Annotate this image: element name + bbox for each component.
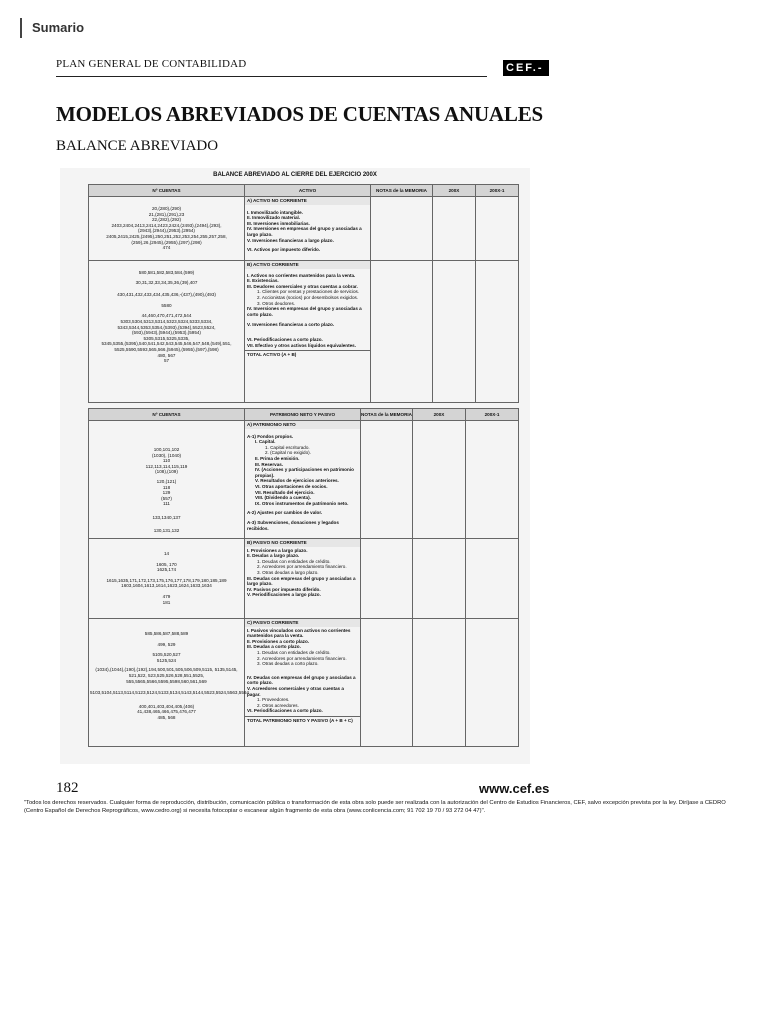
account-code: 14 (163, 551, 170, 556)
value-cell (413, 619, 466, 747)
account-code: 129 (162, 490, 171, 496)
line-item: A-3) Subvenciones, donaciones y legados recibidos. (247, 519, 339, 531)
account-code: 1603,1604,1613,1614,1623,1624,1633,1634 (121, 583, 212, 589)
account-code: 2405,2415,2425,(2495),250,251,252,253,254,255,257,258, (106, 233, 227, 239)
sumario-label: Sumario (32, 20, 85, 35)
website-link[interactable]: www.cef.es (479, 781, 550, 796)
account-code: 5105,520,527 (152, 652, 181, 658)
account-code: 5345,5355,(5395),540,541,542,543,545,546,547,548,(549),551, (101, 341, 232, 347)
sub-item: 2. (Capital no exigido). (265, 450, 311, 456)
col-header: NOTAS de la MEMORIA (361, 409, 413, 421)
account-code: 499, 529 (157, 641, 176, 647)
line-item: VII. Efectivo y otros activos líquidos equivalentes. (247, 342, 357, 348)
running-header (56, 56, 548, 78)
account-code: 5103,5104,5113,5114,5123,5124,5133,5134,5143,5144,5523,5524,5563,5564 (90, 690, 249, 696)
line-item: VI. Periodificaciones a corto plazo. (247, 336, 323, 342)
account-code: 480, 567 (157, 352, 176, 358)
account-codes (89, 421, 245, 539)
value-cell (433, 261, 476, 403)
page-subtitle: BALANCE ABREVIADO (56, 138, 219, 154)
value-cell (476, 261, 519, 403)
account-code: 1605, 170 (156, 561, 177, 567)
sub-item: 2. Acreedores por arrendamiento financiero. (257, 564, 347, 570)
section-heading: A) PATRIMONIO NETO (245, 421, 360, 429)
balance-sheet-image (60, 168, 530, 764)
line-item: I. Pasivos vinculados con activos no corrientes mantenidos para la venta. (247, 627, 351, 639)
balance-title: BALANCE ABREVIADO AL CIERRE DEL EJERCICIO 200X (213, 172, 377, 178)
sub-item: 3. Otras deudas a largo plazo. (257, 569, 319, 575)
total-patrimonio-pasivo: TOTAL PATRIMONIO NETO Y PASIVO (A + B + C) (245, 716, 360, 725)
page-title: MODELOS ABREVIADOS DE CUENTAS ANUALES (56, 102, 543, 126)
account-codes (89, 261, 245, 403)
pasivo-no-corriente-row (89, 539, 519, 619)
line-item: V. Inversiones financieras a corto plazo. (247, 322, 335, 328)
notes-cell (371, 261, 433, 403)
notes-cell (361, 539, 413, 619)
account-code: 57 (163, 358, 170, 364)
page-number: 182 (56, 780, 79, 796)
sub-item: 3. Otras deudas a corto plazo. (257, 661, 319, 667)
account-code: 181 (162, 599, 171, 605)
activo-corriente-items (245, 261, 371, 403)
account-code: 22,(282),(292) (151, 217, 182, 223)
line-item: V. Resultados de ejercicios anteriores. (255, 478, 339, 484)
sub-item: 2. Accionistas (socios) por desembolsos exigidos. (257, 294, 359, 300)
line-item: IV. Deudas con empresas del grupo y asociadas a corto plazo. (247, 674, 356, 686)
line-item: III. Deudas a corto plazo. (247, 644, 301, 650)
account-code: (557) (161, 495, 172, 501)
sub-item: 2. Acreedores por arrendamiento financiero. (257, 655, 347, 661)
account-code: (1030), (1040) (151, 452, 182, 458)
line-item: IV. Inversiones en empresas del grupo y asociadas a largo plazo. (247, 226, 362, 237)
account-code: 555,5565,5566,5595,5598,560,561,569 (126, 678, 207, 684)
account-code: 130,131,132 (153, 527, 180, 533)
value-cell (433, 197, 476, 261)
activo-table (88, 184, 519, 403)
line-item: VII. Resultado del ejercicio. (255, 489, 315, 495)
pasivo-corriente-items (245, 619, 361, 747)
col-header: NOTAS de la MEMORIA (371, 185, 433, 197)
line-item: V. Inversiones financieras a largo plazo. (247, 237, 334, 243)
account-code: 474 (162, 245, 171, 251)
account-code: 5303,5304,5313,5314,5323,5324,5333,5334, (120, 318, 213, 324)
value-cell (413, 421, 466, 539)
line-item: I. Capital. (255, 439, 276, 445)
activo-no-corriente-items (245, 197, 371, 261)
value-cell (466, 421, 519, 539)
col-header: 200X (413, 409, 466, 421)
col-header: Nº CUENTAS (89, 185, 245, 197)
line-item: III. Deudas con empresas del grupo y asociadas a largo plazo. (247, 575, 356, 587)
account-code: 112,113,114,115,119 (145, 463, 188, 469)
account-code: 485, 568 (157, 714, 176, 720)
account-code: 400,401,403,404,405,(406) (138, 703, 195, 709)
section-heading: B) ACTIVO CORRIENTE (245, 261, 370, 269)
line-item: IV. (Acciones y participaciones en patrimonio propias). (255, 467, 354, 478)
line-item: VI. Periodificaciones a corto plazo. (247, 708, 323, 714)
account-codes (89, 619, 249, 747)
activo-no-corriente-row (89, 197, 519, 261)
col-header: 200X (433, 185, 476, 197)
line-item: I. Provisiones a largo plazo. (247, 547, 308, 553)
account-code: 133,1340,137 (152, 514, 181, 520)
patrimonio-neto-row (89, 421, 519, 539)
line-item: VIII. (Dividendo a cuenta). (255, 495, 311, 501)
notes-cell (361, 421, 413, 539)
account-code: 20,(280),(290) (151, 206, 182, 211)
line-item: II. Existencias. (247, 278, 279, 284)
line-item: II. Deudas a largo plazo. (247, 553, 300, 559)
account-code: 120,(121) (156, 478, 177, 484)
account-code: 430,431,432,433,434,435,436,-(437),(490),(493) (117, 292, 216, 298)
account-code: (1034),(1044),(190),(192),194,500,501,505,506,509,5115, 5135,5145, (95, 667, 238, 673)
activo-corriente-row (89, 261, 519, 403)
account-code: 118 (162, 484, 171, 490)
col-header: 200X-1 (476, 185, 519, 197)
line-item: IX. Otros instrumentos de patrimonio neto. (255, 500, 349, 506)
account-code: (2943),(2944),(2953),(2954) (138, 228, 195, 234)
account-code: 521,522, 523,525,526,528,551,5525, (128, 672, 205, 678)
sub-item: 1. Proveedores. (257, 697, 290, 703)
running-header-title: PLAN GENERAL DE CONTABILIDAD (56, 58, 247, 70)
activo-header-row (89, 185, 519, 197)
account-code: 479 (162, 593, 171, 599)
line-item: A-1) Fondos propios. (247, 433, 294, 439)
account-code: 44,460,470,471,472,544 (141, 313, 192, 319)
account-code: 111 (163, 501, 170, 507)
line-item: III. Reservas. (255, 461, 284, 467)
account-code: 5580 (161, 302, 172, 308)
pasivo-table (88, 408, 519, 747)
account-code: 5343,5344,5353,5354,(5393),(5394),5523,5524, (117, 324, 216, 330)
sub-item: 1. Deudas con entidades de crédito. (257, 649, 331, 655)
account-code: 580,581,582,583,584,(599) (138, 270, 195, 275)
account-codes (89, 539, 245, 619)
col-header: 200X-1 (466, 409, 519, 421)
sumario-link[interactable] (20, 18, 84, 38)
account-code: 41,438,465,466,475,476,477 (137, 709, 196, 715)
cef-logo: CEF.- (503, 60, 549, 76)
col-header: PATRIMONIO NETO Y PASIVO (245, 409, 361, 421)
line-item: IV. Inversiones en empresas del grupo y asociadas a corto plazo. (247, 306, 362, 317)
line-item: III. Inversiones inmobiliarias. (247, 220, 310, 226)
line-item: II. Inmovilizado material. (247, 215, 301, 221)
account-code: 5305,5315,5325,5335, (143, 335, 190, 341)
line-item: IV. Pasivos por impuesto diferido. (247, 586, 321, 592)
line-item: A-2) Ajustes por cambios de valor. (247, 510, 323, 516)
account-code: 30,31,32,33,34,35,36,(39),407 (135, 279, 198, 285)
col-header: Nº CUENTAS (89, 409, 245, 421)
notes-cell (361, 619, 413, 747)
section-heading: C) PASIVO CORRIENTE (245, 619, 360, 627)
col-header: ACTIVO (245, 185, 371, 197)
account-code: 110 (162, 458, 171, 464)
line-item: II. Provisiones a corto plazo. (247, 638, 310, 644)
line-item: V. Acreedores comerciales y otras cuentas a pagar. (247, 685, 344, 697)
pasivo-corriente-row (89, 619, 519, 747)
account-code: (108),(109) (155, 469, 178, 475)
account-code: 1615,1635,171,172,173,175,176,177,178,179,180,185,189 (106, 577, 227, 583)
value-cell (466, 539, 519, 619)
account-code: 21,(281),(291),23 (148, 211, 185, 217)
sub-item: 3. Otros deudores. (257, 300, 296, 306)
sub-item: 1. Deudas con entidades de crédito. (257, 558, 331, 564)
account-code: 100,101,102 (153, 447, 180, 452)
total-activo: TOTAL ACTIVO (A + B) (245, 350, 370, 359)
notes-cell (371, 197, 433, 261)
sub-item: 1. Capital escriturado. (265, 444, 310, 450)
account-code: (259),26,(2945),(2955),(297),(298) (131, 239, 202, 245)
pasivo-header-row (89, 409, 519, 421)
account-code: 5525,5590,5593,565,566,(5945),(5955),(597),(598) (114, 346, 219, 352)
account-code: 1625,174 (156, 567, 177, 573)
account-codes (89, 197, 245, 261)
account-code: (593),(5943),(5944),(5953),(5954) (132, 330, 201, 336)
value-cell (413, 539, 466, 619)
line-item: II. Prima de emisión. (255, 455, 300, 461)
section-heading: A) ACTIVO NO CORRIENTE (245, 197, 370, 205)
value-cell (476, 197, 519, 261)
account-code: 585,586,587,588,589 (144, 631, 189, 636)
line-item: I. Inmovilizado intangible. (247, 209, 303, 215)
header-rule (56, 76, 487, 77)
value-cell (466, 619, 519, 747)
line-item: I. Activos no corrientes mantenidos para la venta. (247, 272, 356, 278)
sub-item: 2. Otros acreedores. (257, 702, 299, 708)
line-item: VI. Otras aportaciones de socios. (255, 483, 328, 489)
account-code: 2403,2404,2413,2414,2423,2424,(2493),(2494),(293), (111, 222, 222, 228)
line-item: VI. Activos por impuesto diferido. (247, 247, 321, 253)
pasivo-no-corriente-items (245, 539, 361, 619)
copyright-notice: "Todos los derechos reservados. Cualquier forma de reproducción, distribución, comunicación pública o transformación de esta obra solo puede ser realizada con la autorización del Centro de Estudios Financieros, CEF, salvo excepción prevista por la ley. Diríjase a CEDRO (Centro Español de Derechos Reprográficos, www.cedro.org) si necesita fotocopiar o escanear algún fragmento de esta obra (www.conlicencia.com; 91 702 19 70 / 93 272 04 47)". (24, 800, 726, 814)
account-code: 5125,524 (156, 657, 177, 663)
sub-item: 1. Clientes por ventas y prestaciones de servicios. (257, 289, 360, 295)
patrimonio-neto-items (245, 421, 361, 539)
line-item: V. Periodificaciones a largo plazo. (247, 592, 321, 598)
section-heading: B) PASIVO NO CORRIENTE (245, 539, 360, 547)
line-item: III. Deudores comerciales y otras cuentas a cobrar. (247, 283, 358, 289)
